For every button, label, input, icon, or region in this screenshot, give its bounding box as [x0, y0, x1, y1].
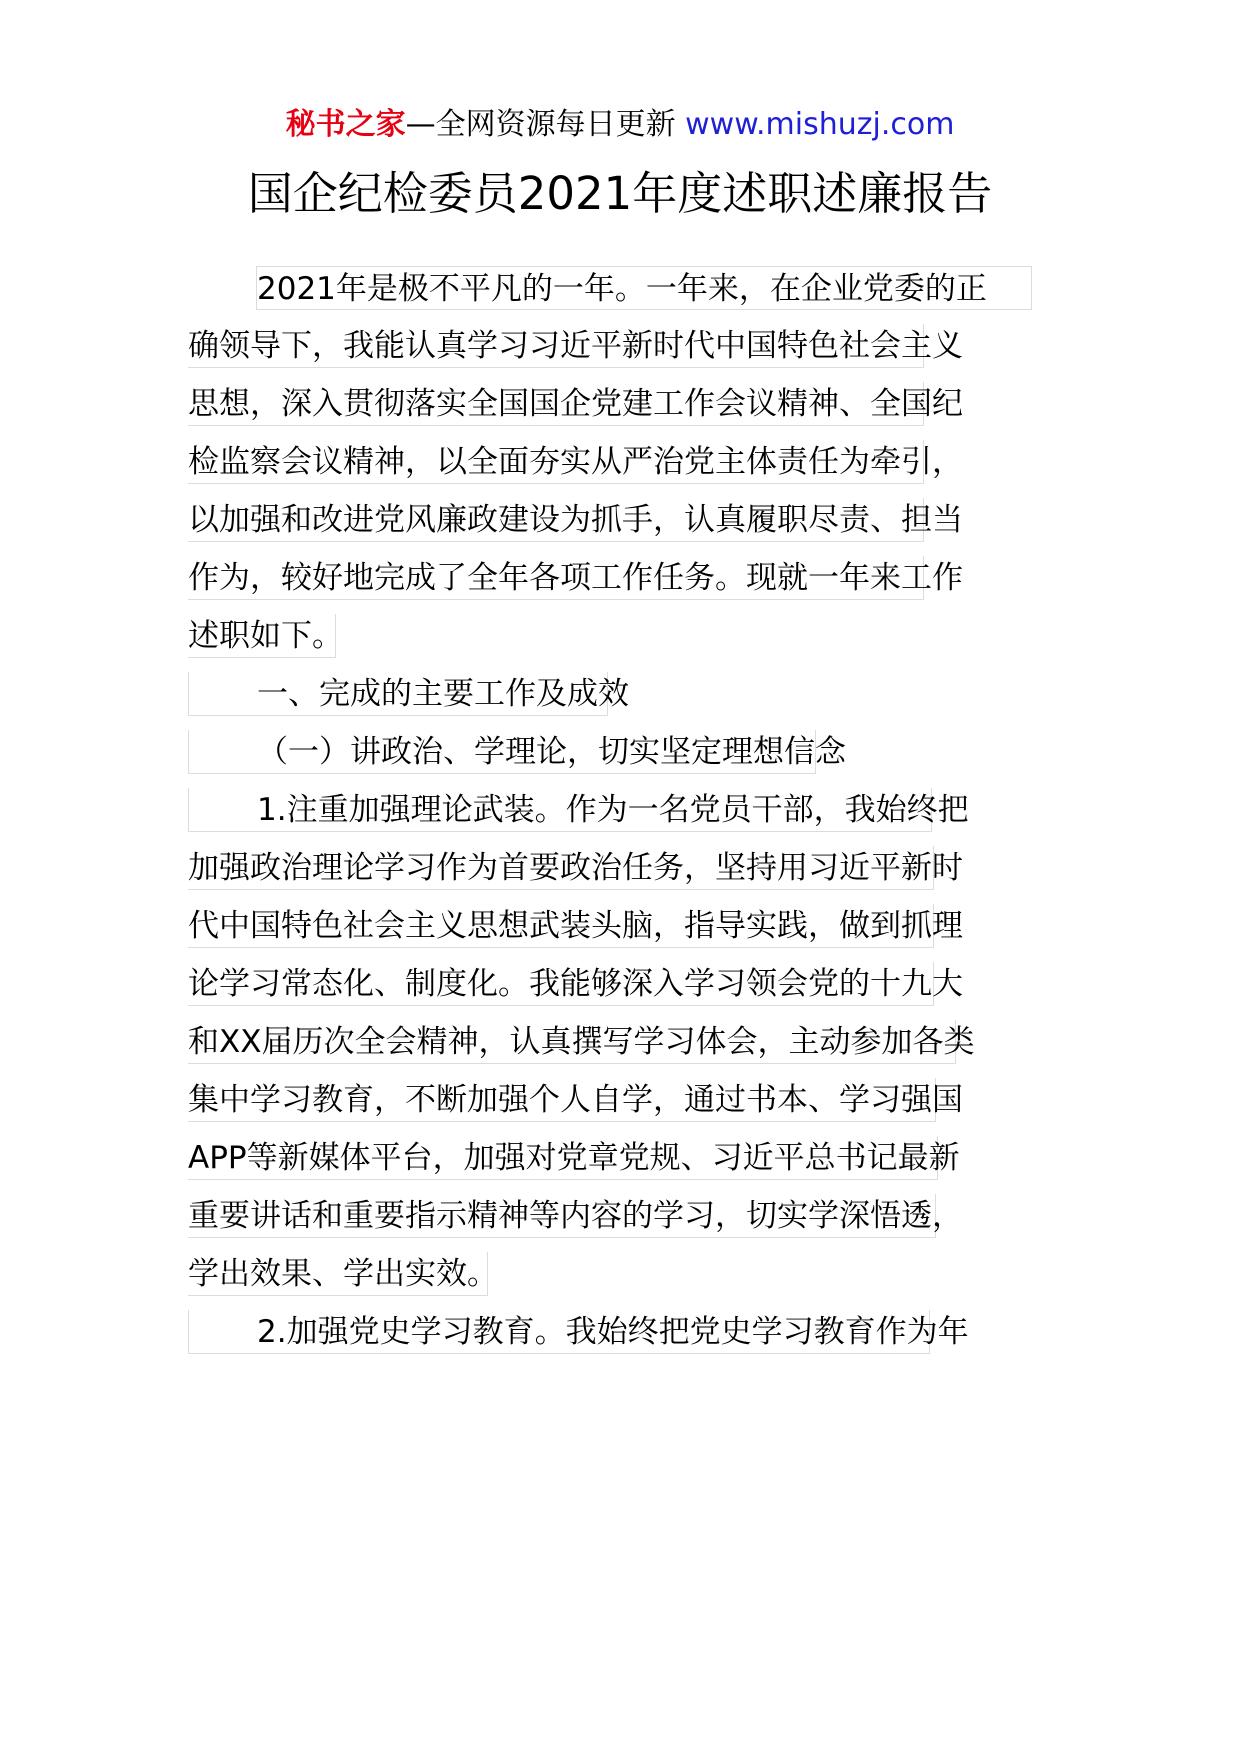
paragraph-line: 论学习常态化、制度化。我能够深入学习领会党的十九大: [188, 962, 934, 1006]
site-header: [0, 103, 1240, 147]
paragraph-line: 代中国特色社会主义思想武装头脑，指导实践，做到抓理: [188, 904, 934, 948]
subsection-heading: （一）讲政治、学理论，切实坚定理想信念: [188, 730, 816, 774]
paragraph-line: 以加强和改进党风廉政建设为抓手，认真履职尽责、担当: [188, 498, 924, 542]
paragraph-line: 检监察会议精神，以全面夯实从严治党主体责任为牵引，: [188, 440, 924, 484]
paragraph-line: 重要讲话和重要指示精神等内容的学习，切实学深悟透，: [188, 1194, 936, 1238]
brand-name: 秘书之家: [285, 107, 406, 142]
paragraph-line: 述职如下。: [188, 614, 336, 658]
paragraph-line: 学出效果、学出实效。: [188, 1252, 488, 1296]
header-tagline: —全网资源每日更新: [405, 107, 676, 142]
paragraph-line: APP等新媒体平台，加强对党章党规、习近平总书记最新: [188, 1136, 938, 1180]
document-title: 国企纪检委员2021年度述职述廉报告: [247, 167, 993, 220]
site-url-link[interactable]: www.mishuzj.com: [685, 107, 955, 142]
paragraph-line: 确领导下，我能认真学习习近平新时代中国特色社会主义: [188, 324, 924, 368]
section-heading: 一、完成的主要工作及成效: [188, 672, 608, 716]
paragraph-line: 加强政治理论学习作为首要政治任务，坚持用习近平新时: [188, 846, 934, 890]
paragraph-line: 作为，较好地完成了全年各项工作任务。现就一年来工作: [188, 556, 924, 600]
paragraph-line: 集中学习教育，不断加强个人自学，通过书本、学习强国: [188, 1078, 936, 1122]
paragraph-line: 2.加强党史学习教育。我始终把党史学习教育作为年: [188, 1310, 930, 1354]
paragraph-line: 思想，深入贯彻落实全国国企党建工作会议精神、全国纪: [188, 382, 924, 426]
paragraph-line: 1.注重加强理论武装。作为一名党员干部，我始终把: [188, 788, 932, 832]
paragraph-line: 和XX届历次全会精神，认真撰写学习体会，主动参加各类: [188, 1020, 956, 1064]
paragraph-line: 2021年是极不平凡的一年。一年来，在企业党委的正: [256, 266, 1032, 310]
